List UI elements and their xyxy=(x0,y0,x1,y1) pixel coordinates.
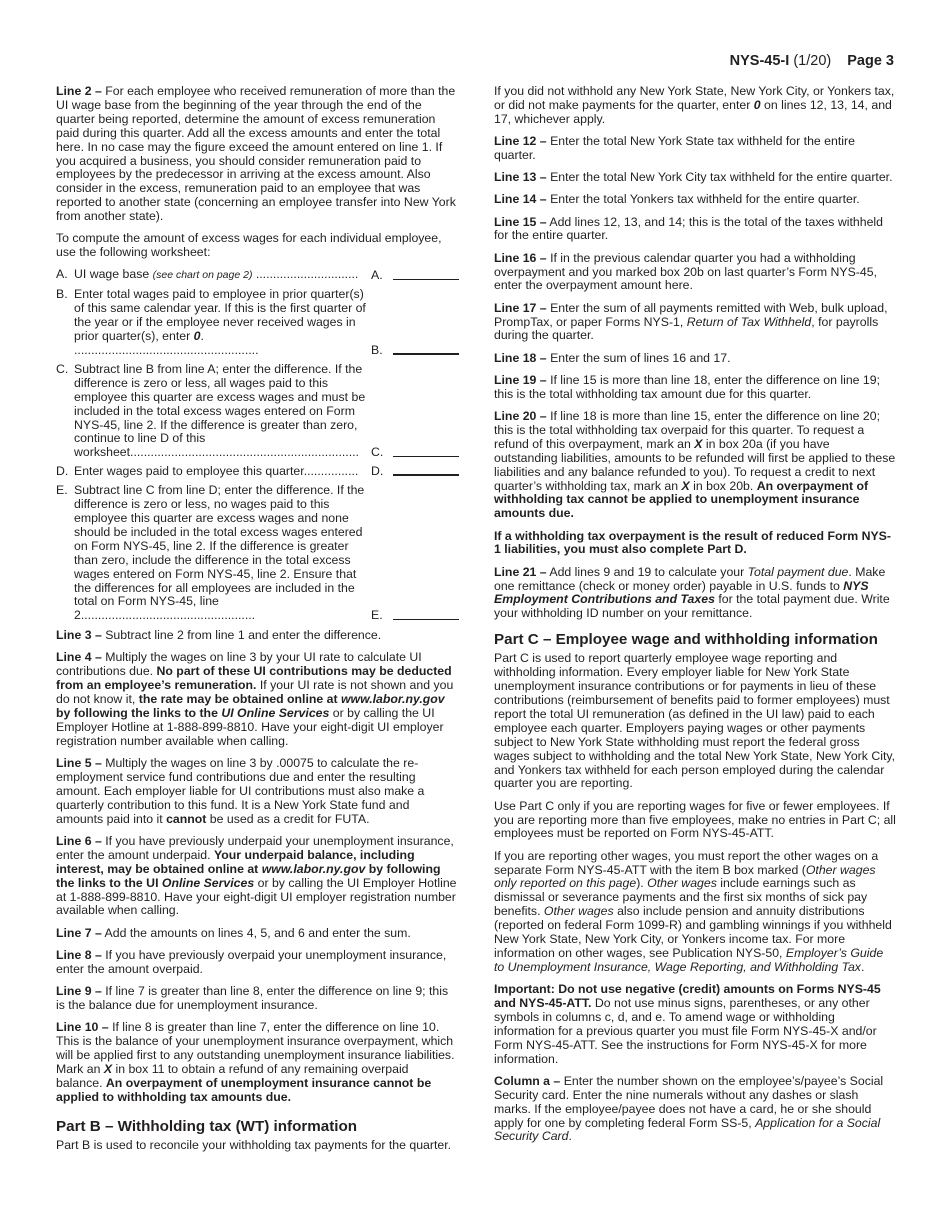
other-wages-paragraph: If you are reporting other wages, you must report the other wages on a separate Form NYS-45-ATT with the item B box marked (Other wages only reported on this page). Other wages include earnings such as dismissal or severance payments and the first six months of sick pay benefits. Other wages also include pension and annuity distributions (reported on federal Form 1099-R) and gambling winnings if you withheld New York State, New York City, or Yonkers income tax. For more information on other wages, see Publication NYS-50, Employer’s Guide to Unemployment Insurance, Wage Reporting, and Withholding Tax. xyxy=(494,848,892,974)
page-header xyxy=(730,53,894,69)
form-number: NYS-45-I xyxy=(729,53,790,69)
part-c-paragraph-2: Use Part C only if you are reporting wages for five or fewer employees. If you are reporting more than five employees, make no entries in Part C; all employees must be reported on Form NYS-45-ATT. xyxy=(494,798,896,841)
line-19-instruction: Line 19 – If line 15 is more than line 18, enter the difference on line 19; this is the total withholding tax amount due for this quarter. xyxy=(494,372,881,401)
worksheet-entry-line-b xyxy=(393,352,459,355)
line-7-instruction: Line 7 – Add the amounts on lines 4, 5, and 6 and enter the sum. xyxy=(56,925,411,940)
line-3-instruction: Line 3 – Subtract line 2 from line 1 and enter the difference. xyxy=(56,628,382,643)
part-c-heading: Part C – Employee wage and withholding information xyxy=(494,631,878,649)
line-17-instruction: Line 17 – Enter the sum of all payments remitted with Web, bulk upload, PrompTax, or paper Forms NYS-1, Return of Tax Withheld, for payrolls during the quarter. xyxy=(494,300,888,343)
line-18-instruction: Line 18 – Enter the sum of lines 16 and 17. xyxy=(494,350,731,365)
worksheet-entry-line-e xyxy=(393,618,459,620)
negative-amounts-warning: Important: Do not use negative (credit) amounts on Forms NYS-45 and NYS-45-ATT. Do not use minus signs, parentheses, or any other symbols in columns c, d, and e. To amend wage or withholding information for a previous quarter you must file Form NYS-45-X and/or Form NYS-45-ATT. See the instructions for Form NYS-45-X for more information. xyxy=(494,982,881,1066)
reduced-liabilities-note: If a withholding tax overpayment is the result of reduced Form NYS-1 liabilities, you must also complete Part D. xyxy=(494,528,891,557)
line-8-instruction: Line 8 – If you have previously overpaid your unemployment insurance, enter the amount overpaid. xyxy=(56,947,447,976)
part-b-heading: Part B – Withholding tax (WT) information xyxy=(56,1118,358,1136)
line-6-instruction: Line 6 – If you have previously underpaid your unemployment insurance, enter the amount underpaid. Your underpaid balance, including interest, may be obtained online at www.labor.ny.gov by following the links to the UI Online Services or by calling the UI Employer Hotline at 1-888-899-8810. Have your eight-digit UI employer registration number available when calling. xyxy=(56,833,457,918)
worksheet-row-a: A. UI wage base (see chart on page 2) .............................. A. xyxy=(56,268,458,283)
line-21-instruction: Line 21 – Add lines 9 and 19 to calculate your Total payment due. Make one remittance (check or money order) payable in U.S. funds to NYS Employment Contributions and Taxes for the total payment due. Write your withholding ID number on your remittance. xyxy=(494,564,890,621)
form-date: (1/20) xyxy=(793,53,832,69)
worksheet-entry-line-a xyxy=(393,278,459,280)
no-withholding-note: If you did not withhold any New York State, New York City, or Yonkers tax, or did not make payments for the quarter, enter 0 on lines 12, 13, 14, and 17, whichever apply. xyxy=(494,84,895,126)
line-14-instruction: Line 14 – Enter the total Yonkers tax withheld for the entire quarter. xyxy=(494,192,860,207)
excess-wages-worksheet xyxy=(56,268,458,623)
column-a-instruction: Column a – Enter the number shown on the employee’s/payee’s Social Security card. Enter the nine numerals without any dashes or slash marks. If the employee/payee does not have a card, he or she should apply for one by completing federal Form SS-5, Application for a Social Security Card. xyxy=(494,1073,884,1144)
worksheet-row-b: B. Enter total wages paid to employee in prior quarter(s) of this same calendar year. If this is the first quarter of the year or if the employee never received wages in prior quarter(s), enter 0. ...................................................... B. xyxy=(56,288,458,358)
line-10-instruction: Line 10 – If line 8 is greater than line 7, enter the difference on line 10. This is the balance of your unemployment insurance overpayment, which will be applied first to any outstanding unemployment insurance liabilities. Mark an X in box 11 to obtain a refund of any remaining overpaid balance. An overpayment of unemployment insurance cannot be applied to withholding tax amounts due. xyxy=(56,1020,455,1104)
line-13-instruction: Line 13 – Enter the total New York City tax withheld for the entire quarter. xyxy=(494,170,893,185)
page-number: Page 3 xyxy=(847,53,894,69)
line-15-instruction: Line 15 – Add lines 12, 13, and 14; this is the total of the taxes withheld for the entire quarter. xyxy=(494,214,883,243)
worksheet-row-e: E. Subtract line C from line D; enter the difference. If the difference is zero or less, no wages paid to this employee this quarter are excess wages and none should be included in the total excess wages entered on Form NYS-45, line 2. If the difference is greater than zero, include the difference in the total excess wages entered on Form NYS-45, line 2. Ensure that the differences for all employees are included in the total on Form NYS-45, line 2................................................... E. xyxy=(56,484,458,623)
worksheet-entry-line-c xyxy=(393,455,459,457)
part-b-description: Part B is used to reconcile your withholding tax payments for the quarter. xyxy=(56,1138,452,1153)
right-column xyxy=(494,85,896,1153)
line-16-instruction: Line 16 – If in the previous calendar quarter you had a withholding overpayment and you marked box 20b on last quarter’s Form NYS-45, enter the overpayment amount here. xyxy=(494,250,877,293)
left-column xyxy=(56,85,458,1162)
worksheet-intro: To compute the amount of excess wages for each individual employee, use the following worksheet: xyxy=(56,231,442,260)
line-9-instruction: Line 9 – If line 7 is greater than line 8, enter the difference on line 9; this is the balance due for unemployment insurance. xyxy=(56,983,449,1012)
worksheet-row-d: D. Enter wages paid to employee this quarter................ D. xyxy=(56,465,458,479)
worksheet-entry-line-d xyxy=(393,473,459,476)
line-5-instruction: Line 5 – Multiply the wages on line 3 by .00075 to calculate the re-employment service fund contributions due and enter the resulting amount. Each employer liable for UI contributions must also make a quarterly contribution to this fund. It is a New York State fund and amounts paid into it cannot be used as a credit for FUTA. xyxy=(56,756,425,826)
line-2-instruction: Line 2 – For each employee who received remuneration of more than the UI wage base from the beginning of the year through the end of the quarter being reported, determine the amount of excess remuneration paid during this quarter. Add all the excess amounts and enter the total here. In no case may the figure exceed the amount entered on line 1. If you acquired a business, you should consider remuneration paid to employees by the predecessor in arriving at the excess amount. Also consider in the excess, remuneration paid to an employee that was reported to another state (concerning an employee transfer into New York from another state). xyxy=(56,84,456,224)
line-4-instruction: Line 4 – Multiply the wages on line 3 by your UI rate to calculate UI contributions due. No part of these UI contributions may be deducted from an employee’s remuneration. If your UI rate is not shown and you do not know it, the rate may be obtained online at www.labor.ny.gov by following the links to the UI Online Services or by calling the UI Employer Hotline at 1-888-899-8810. Have your eight-digit UI employer registration number available when calling. xyxy=(56,650,454,748)
line-12-instruction: Line 12 – Enter the total New York State tax withheld for the entire quarter. xyxy=(494,134,855,162)
worksheet-row-c: C. Subtract line B from line A; enter the difference. If the difference is zero or less, all wages paid to this employee this quarter are excess wages and must be included in the total excess wages entered on Form NYS-45, line 2. If the difference is greater than zero, continue to line D of this worksheet................................................................... C. xyxy=(56,363,458,460)
line-20-instruction: Line 20 – If line 18 is more than line 15, enter the difference on line 20; this is the total withholding tax overpaid for this quarter. To request a refund of this overpayment, mark an X in box 20a (if you have outstanding liabilities, amounts to be refunded will first be applied to these liabilities and any balance refunded to you). To request a credit to next quarter’s withholding tax, mark an X in box 20b. An overpayment of withholding tax cannot be applied to unemployment insurance amounts due. xyxy=(494,408,896,521)
part-c-paragraph-1: Part C is used to report quarterly employee wage reporting and withholding information. Every employer liable for New York State unemployment insurance contributions or for payments in lieu of these contributions (reimbursement of benefits paid to former employees) must report the total UI remuneration (as defined in the UI law) paid to each employee each quarter. Employers paying wages or other payments subject to New York State withholding must report the federal gross wages subject to withholding and the total New York State, New York City, and Yonkers tax withheld for each person employed during the calendar quarter you are reporting. xyxy=(494,651,896,791)
